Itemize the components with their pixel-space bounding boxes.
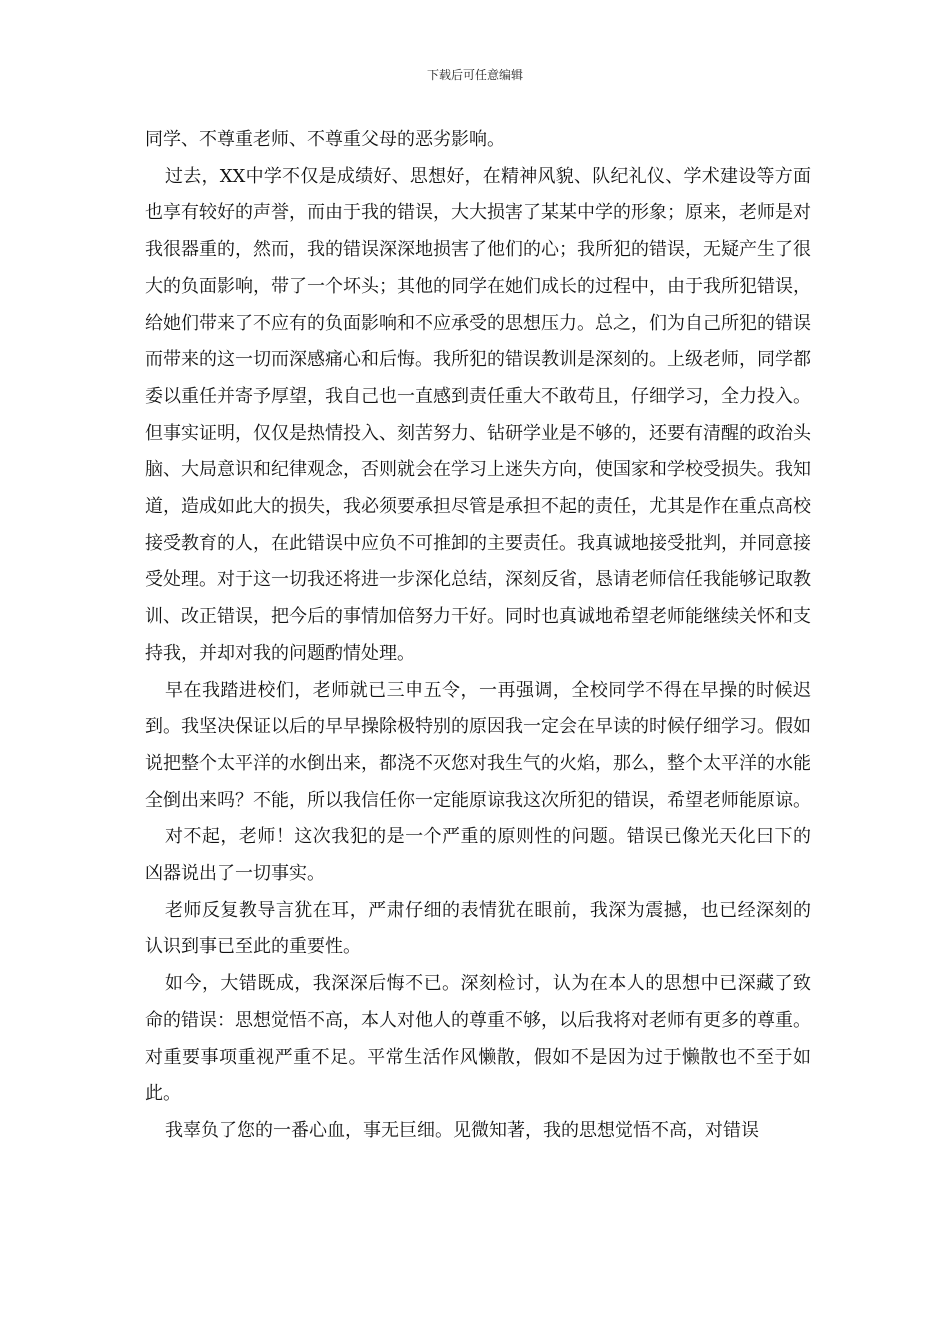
paragraph-6: 如今，大错既成，我深深后悔不已。深刻检讨，认为在本人的思想中已深藏了致命的错误：思想觉悟不高，本人对他人的尊重不够，以后我将对老师有更多的尊重。对重要事项重视严重不足。平常生活作风懒散，假如不是因为过于懒散也不至于如此。: [145, 973, 811, 1105]
page-header: 下载后可任意编辑: [426, 68, 523, 82]
paragraph-1: 同学、不尊重老师、不尊重父母的恶劣影响。: [145, 129, 505, 150]
paragraph-5: 老师反复教导言犹在耳，严肃仔细的表情犹在眼前，我深为震撼，也已经深刻的认识到事已至此的重要性。: [145, 899, 811, 958]
paragraph-3: 早在我踏进校们，老师就已三申五令，一再强调，全校同学不得在早操的时候迟到。我坚决保证以后的早早操除极特别的原因我一定会在早读的时候仔细学习。假如说把整个太平洋的水倒出来，都浇不灭您对我生气的火焰，那么，整个太平洋的水能全倒出来吗？不能，所以我信任你一定能原谅我这次所犯的错误，希望老师能原谅。: [145, 679, 811, 811]
paragraph-7: 我辜负了您的一番心血，事无巨细。见微知著，我的思想觉悟不高，对错误: [165, 1119, 759, 1141]
paragraph-2: 过去，XX中学不仅是成绩好、思想好，在精神风貌、队纪礼仪、学术建设等方面也享有较好的声誉，而由于我的错误，大大损害了某某中学的形象；原来，老师是对我很器重的，然而，我的错误深深地损害了他们的心；我所犯的错误，无疑产生了很大的负面影响，带了一个坏头；其他的同学在她们成长的过程中，由于我所犯错误，给她们带来了不应有的负面影响和不应承受的思想压力。总之，们为自己所犯的错误而带来的这一切而深感痛心和后悔。我所犯的错误教训是深刻的。上级老师，同学都委以重任并寄予厚望，我自己也一直感到责任重大不敢苟且，仔细学习，全力投入。但事实证明，仅仅是热情投入、刻苦努力、钻研学业是不够的，还要有清醒的政治头脑、大局意识和纪律观念，否则就会在学习上迷失方向，使国家和学校受损失。我知道，造成如此大的损失，我必须要承担尽管是承担不起的责任，尤其是作在重点高校接受教育的人，在此错误中应负不可推卸的主要责任。我真诚地接受批判，并同意接受处理。对于这一切我还将进一步深化总结，深刻反省，恳请老师信任我能够记取教训、改正错误，把今后的事情加倍努力干好。同时也真诚地希望老师能继续关怀和支持我，并却对我的问题酌情处理。: [145, 165, 811, 664]
document-body: [145, 122, 811, 1150]
paragraph-4: 对不起，老师！这次我犯的是一个严重的原则性的问题。错误已像光天化曰下的凶器说出了一切事实。: [145, 826, 811, 885]
